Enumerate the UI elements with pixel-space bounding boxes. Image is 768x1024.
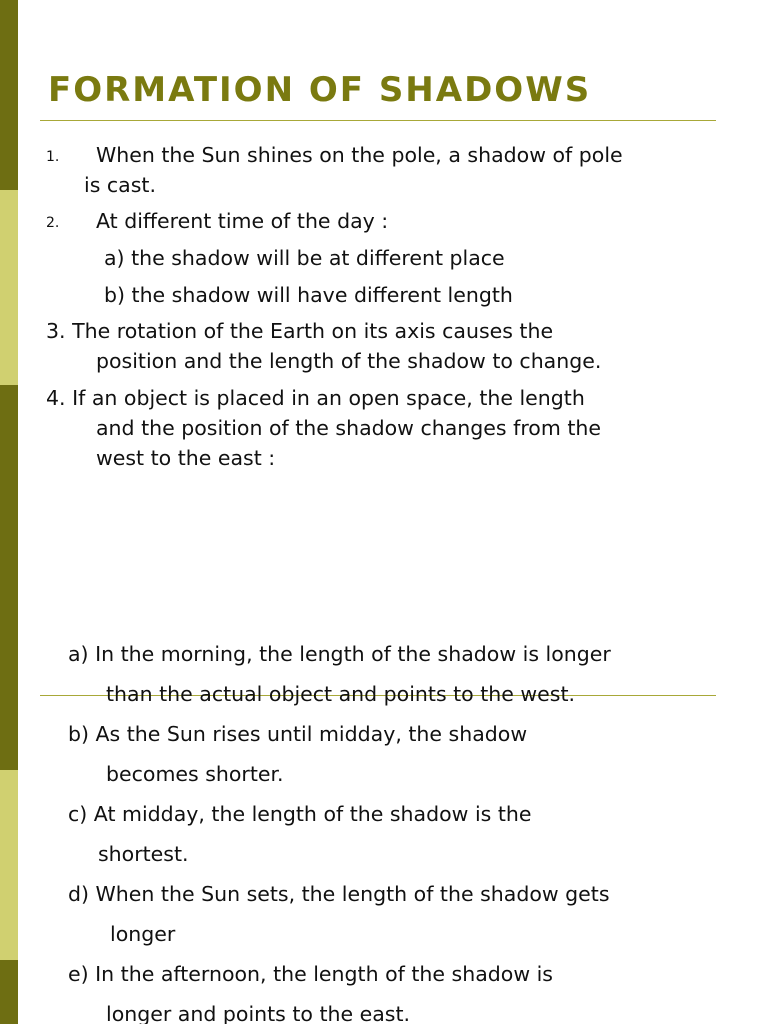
item-3-line-2: position and the length of the shadow to change. — [96, 349, 602, 373]
list-item-d-line-2: longer — [110, 922, 176, 946]
list-item-b-line-1: b) As the Sun rises until midday, the shadow — [68, 722, 528, 746]
item-1-line-2: is cast. — [84, 173, 156, 197]
item-1-number: 1. — [46, 149, 60, 165]
list-item-b-line-2: becomes shorter. — [106, 762, 284, 786]
list-item-e-line-1: e) In the afternoon, the length of the shadow is — [68, 962, 553, 986]
list-item-d-line-1: d) When the Sun sets, the length of the shadow gets — [68, 882, 610, 906]
list-item-e-line-2: longer and points to the east. — [106, 1002, 411, 1024]
list-item-c-line-2: shortest. — [98, 842, 189, 866]
list-item-c-line-1: c) At midday, the length of the shadow is the — [68, 802, 532, 826]
item-1-line-1: When the Sun shines on the pole, a shadow of pole — [96, 143, 623, 167]
item-4-line-2: and the position of the shadow changes from the — [96, 416, 601, 440]
list-item-a-line-1: a) In the morning, the length of the shadow is longer — [68, 642, 611, 666]
item-4-line-1: 4. If an object is placed in an open space, the length — [46, 386, 585, 410]
item-2-line-1: At different time of the day : — [96, 209, 389, 233]
item-3-line-1: 3. The rotation of the Earth on its axis causes the — [46, 319, 554, 343]
slide-title: FORMATION OF SHADOWS — [48, 70, 592, 110]
item-2-sub-b: b) the shadow will have different length — [104, 283, 513, 307]
item-2-number: 2. — [46, 215, 60, 231]
item-4-line-3: west to the east : — [96, 446, 276, 470]
item-2-sub-a: a) the shadow will be at different place — [104, 246, 505, 270]
list-item-a-line-2: than the actual object and points to the west. — [106, 682, 576, 706]
